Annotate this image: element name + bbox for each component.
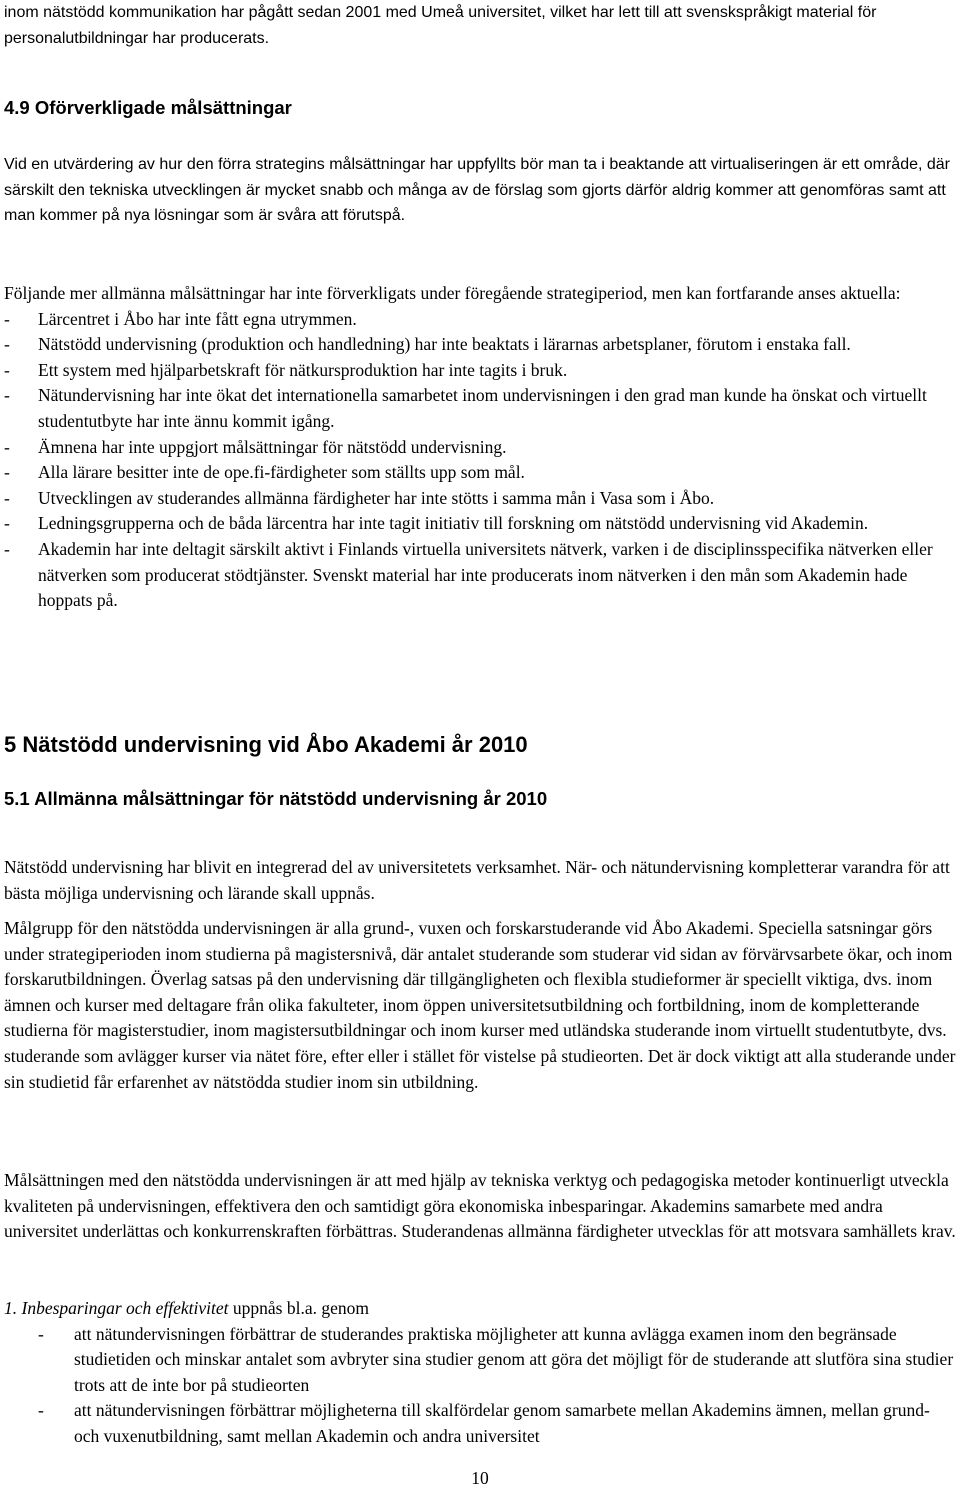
unrealized-goals-list [4, 307, 956, 614]
section-heading-5-1: 5.1 Allmänna målsättningar för nätstödd undervisning år 2010 [4, 788, 548, 809]
list-item: - Nätstödd undervisning (produktion och handledning) har inte beaktats i lärarnas arbetsplaner, förutom i enstaka fall. [4, 334, 851, 355]
goal-1-title-rest: uppnås bl.a. genom [228, 1298, 369, 1318]
section-5-1-paragraph-2: Målgrupp för den nätstödda undervisningen är alla grund-, vuxen och forskarstuderande vid Åbo Akademi. Speciella satsningar görs under strategiperioden inom studierna på magistersnivå, där antalet studerande som studerar vid sidan av förvärvsarbete ökar, och inom forskarutbildningen. Överlag satsas på den undervisning där tillgängligheten och flexibla studieformer är speciellt viktiga, dvs. inom ämnen och kurser med deltagare från olika fakulteter, inom öppen universitetsutbildning och fortbildning, inom de kompletterande studierna för magisterstudier, inom magistersutbildningar och inom kurser med utländska studerande inom virtuellt studentutbyte, dvs. studerande som avlägger kurser via nätet före, efter eller i stället för vistelse på studieorten. Det är dock viktigt att alla studerande under sin studietid får erfarenhet av nätstödda studier inom sin utbildning. [4, 918, 956, 1092]
list-item: - Ett system med hjälparbetskraft för nätkursproduktion har inte tagits i bruk. [4, 359, 568, 380]
list-item: - Ledningsgrupperna och de båda lärcentra har inte tagit initiativ till forskning om nätstödd undervisning vid Akademin. [4, 513, 869, 534]
list-item: - Lärcentret i Åbo har inte fått egna utrymmen. [4, 308, 357, 329]
goal-1-block [4, 1296, 956, 1450]
page-number: 10 [471, 1468, 489, 1488]
goal-1-list [4, 1322, 956, 1450]
chapter-heading-5: 5 Nätstödd undervisning vid Åbo Akademi år 2010 [4, 732, 528, 757]
section-5-1-paragraph-3: Målsättningen med den nätstödda undervisningen är att med hjälp av tekniska verktyg och pedagogiska metoder kontinuerligt utveckla kvaliteten på undervisningen, effektivera den och samtidigt göra ekonomiska inbesparingar. Akademins samarbete med andra universitet underlättas och konkurrenskraften förbättras. Studerandenas allmänna färdigheter utvecklas för att motsvara samhällets krav. [4, 1170, 956, 1242]
section-4-9-list-block [4, 281, 956, 614]
list-item: - Nätundervisning har inte ökat det internationella samarbetet inom undervisningen i den grad man kunde ha önskat och virtuellt studentutbyte har inte ännu kommit igång. [4, 385, 927, 431]
goal-1-title: 1. Inbesparingar och effektivitet [4, 1298, 229, 1318]
list-item: - att nätundervisningen förbättrar de studerandes praktiska möjligheter att kunna avlägga examen inom den begränsade studietiden och minskar antalet som avbryter sina studier genom att göra det möjligt för de studerande att slutföra sina studier trots att de inte bor på studieorten [38, 1323, 954, 1395]
list-item: - Akademin har inte deltagit särskilt aktivt i Finlands virtuella universitets nätverk, varken i de disciplinsspecifika nätverken eller nätverken som producerat stödtjänster. Svenskt material har inte producerats inom nätverken i den mån som Akademin hade hoppats på. [4, 538, 933, 611]
list-item: - Utvecklingen av studerandes allmänna färdigheter har inte stötts i samma mån i Vasa som i Åbo. [4, 487, 715, 508]
section-5-1-paragraph-1: Nätstödd undervisning har blivit en integrerad del av universitetets verksamhet. När- och nätundervisning kompletterar varandra för att bästa möjliga undervisning och lärande skall uppnås. [4, 857, 950, 903]
list-item: - Alla lärare besitter inte de ope.fi-färdigheter som ställts upp som mål. [4, 462, 525, 483]
goal-1-heading [4, 1296, 956, 1322]
section-4-9-paragraph-1: Vid en utvärdering av hur den förra strategins målsättningar har uppfyllts bör man ta i beaktande att virtualiseringen är ett område, där särskilt den tekniska utvecklingen är mycket snabb och många av de förslag som gjorts därför aldrig kommer att genomföras samt att man kommer på nya lösningar som är svåra att förutspå. [4, 156, 950, 225]
section-4-9-paragraph-2: Följande mer allmänna målsättningar har inte förverkligats under föregående strategiperiod, men kan fortfarande anses aktuella: [4, 283, 901, 303]
intro-paragraph: inom nätstödd kommunikation har pågått sedan 2001 med Umeå universitet, vilket har lett till att svenskspråkigt material för personalutbildningar har producerats. [4, 4, 877, 47]
list-item: - Ämnena har inte uppgjort målsättningar för nätstödd undervisning. [4, 436, 507, 457]
list-item: - att nätundervisningen förbättrar möjligheterna till skalfördelar genom samarbete mellan Akademins ämnen, mellan grund- och vuxenutbildning, samt mellan Akademin och andra universitet [38, 1400, 930, 1446]
section-heading-4-9: 4.9 Oförverkligade målsättningar [4, 97, 292, 118]
